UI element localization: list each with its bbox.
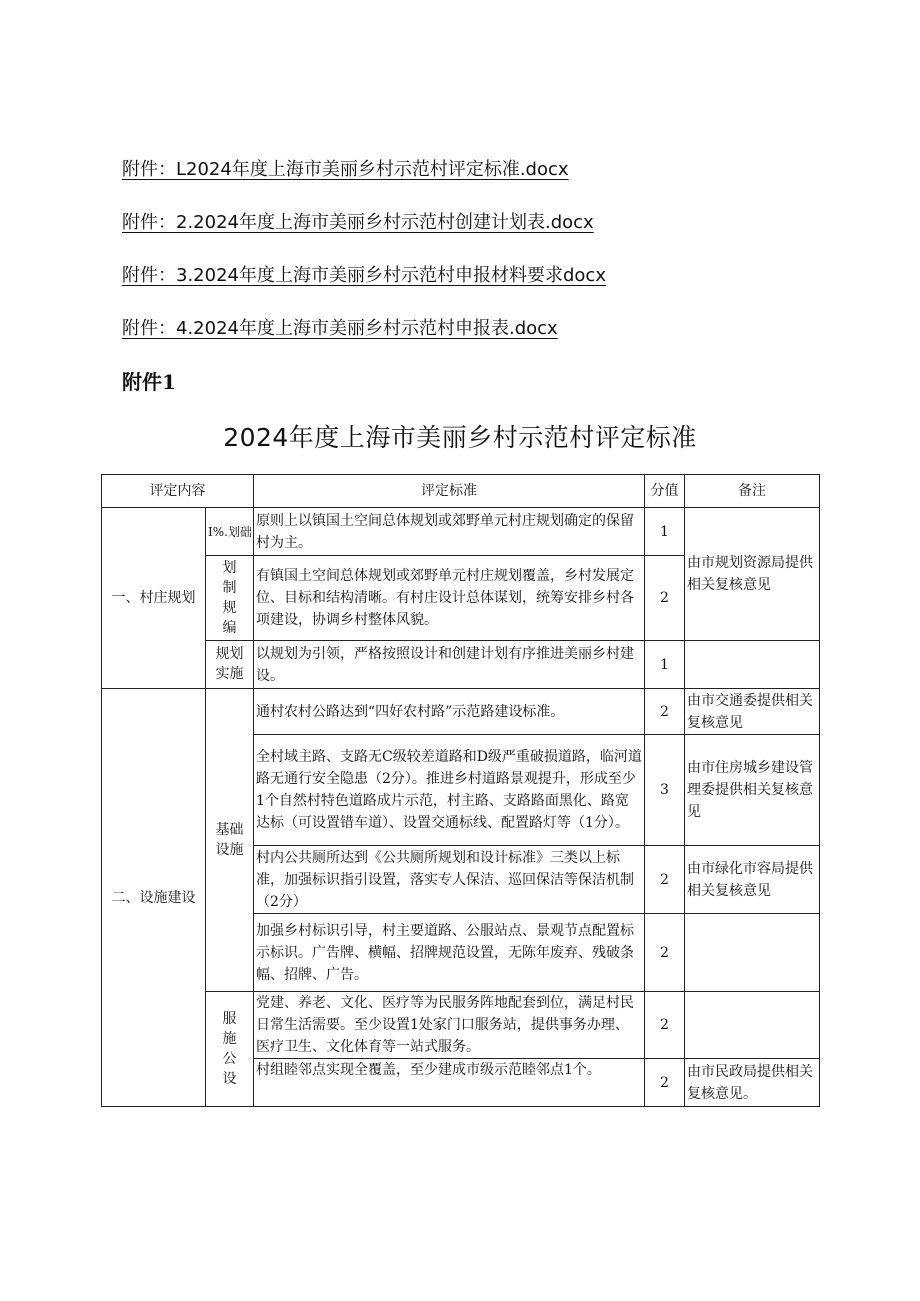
score-value: 1 [645, 641, 685, 689]
score-value: 2 [645, 846, 685, 914]
attachment-link-3[interactable]: 附件：3.2024年度上海市美丽乡村示范村申报材料要求docx [122, 265, 606, 286]
note-text: 由市绿化市容局提供相关复核意见 [685, 846, 820, 914]
section-name: 一、村庄规划 [102, 508, 206, 689]
table-row [102, 508, 820, 556]
table-row [102, 689, 820, 735]
score-value: 2 [645, 1059, 685, 1107]
standard-text: 有镇国土空间总体规划或郊野单元村庄规划覆盖，乡村发展定位、目标和结构清晰。有村庄设计总体谋划，统筹安排乡村各项建设，协调乡村整体风貌。 [254, 556, 645, 641]
header-standard: 评定标准 [254, 475, 645, 508]
note-text [685, 992, 820, 1059]
subcategory-label: 规划实施 [206, 641, 254, 689]
standard-text: 加强乡村标识引导，村主要道路、公服站点、景观节点配置标示标识。广告牌、横幅、招牌规范设置，无陈年废弃、残破条幅、招牌、广告。 [254, 914, 645, 992]
standard-text: 党建、养老、文化、医疗等为民服务阵地配套到位，满足村民日常生活需要。至少设置1处家门口服务站，提供事务办理、医疗卫生、文化体育等一站式服务。 [254, 992, 645, 1059]
score-value: 1 [645, 508, 685, 556]
note-text [685, 914, 820, 992]
note-text: 由市民政局提供相关复核意见。 [685, 1059, 820, 1107]
subcategory-label: 基础设施 [206, 689, 254, 992]
header-note: 备注 [685, 475, 820, 508]
header-content: 评定内容 [102, 475, 254, 508]
subcategory-label: 划制规编 [206, 556, 254, 641]
note-text [685, 641, 820, 689]
standard-text: 村内公共厕所达到《公共厕所规划和设计标准》三类以上标准，加强标识指引设置，落实专人保洁、巡回保洁等保洁机制（2分） [254, 846, 645, 914]
score-value: 2 [645, 689, 685, 735]
attachment-link-4[interactable]: 附件：4.2024年度上海市美丽乡村示范村申报表.docx [122, 318, 558, 339]
subcategory-label: 服施公设 [206, 992, 254, 1107]
section-name: 二、设施建设 [102, 689, 206, 1107]
table-header-row [102, 475, 820, 508]
attachment-link-1[interactable]: 附件：L2024年度上海市美丽乡村示范村评定标准.docx [122, 159, 569, 180]
table-row [102, 641, 820, 689]
score-value: 2 [645, 556, 685, 641]
evaluation-standard-table [101, 474, 820, 1107]
note-text: 由市住房城乡建设管理委提供相关复核意见 [685, 735, 820, 846]
standard-text: 以规划为引领，严格按照设计和创建计划有序推进美丽乡村建设。 [254, 641, 645, 689]
attachment-links [122, 153, 606, 365]
header-score: 分值 [645, 475, 685, 508]
standard-text: 全村域主路、支路无C级较差道路和D级严重破损道路，临河道路无通行安全隐患（2分）。推进乡村道路景观提升，形成至少1个自然村特色道路成片示范，村主路、支路路面黑化、路宽达标（可设置错车道）、设置交通标线、配置路灯等（1分）。 [254, 735, 645, 846]
attachment-heading: 附件1 [122, 370, 176, 394]
table-row [102, 992, 820, 1059]
standard-text: 原则上以镇国土空间总体规划或郊野单元村庄规划确定的保留村为主。 [254, 508, 645, 556]
note-text: 由市规划资源局提供相关复核意见 [685, 508, 820, 641]
score-value: 2 [645, 914, 685, 992]
standard-text: 通村农村公路达到“四好农村路”示范路建设标准。 [254, 689, 645, 735]
attachment-link-2[interactable]: 附件：2.2024年度上海市美丽乡村示范村创建计划表.docx [122, 212, 594, 233]
document-title: 2024年度上海市美丽乡村示范村评定标准 [223, 423, 697, 452]
standard-text: 村组睦邻点实现全覆盖，至少建成市级示范睦邻点1个。 [254, 1059, 645, 1107]
score-value: 2 [645, 992, 685, 1059]
note-text: 由市交通委提供相关复核意见 [685, 689, 820, 735]
subcategory-label: I%.划础 [206, 508, 254, 556]
score-value: 3 [645, 735, 685, 846]
